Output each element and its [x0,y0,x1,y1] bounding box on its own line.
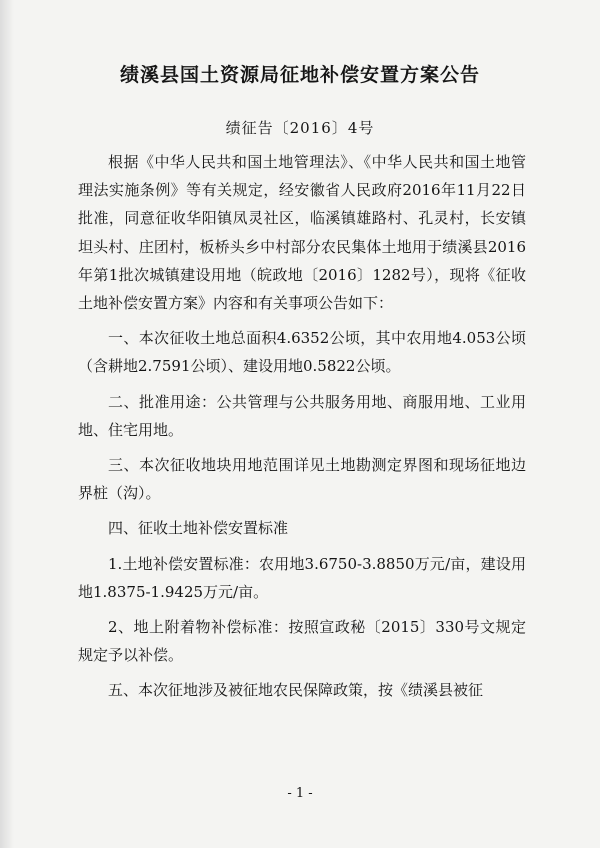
paragraph-attachment-compensation: 2、地上附着物补偿标准：按照宣政秘〔2015〕330号文规定规定予以补偿。 [78,618,526,665]
paragraph-approved-use: 二、批准用途：公共管理与公共服务用地、商服用地、工业用地、住宅用地。 [78,392,526,439]
paragraph-land-compensation: 1.土地补偿安置标准：农用地3.6750-3.8850万元/亩，建设用地1.8375-1.9425万元/亩。 [78,554,526,601]
document-number: 绩征告〔2016〕4号 [225,119,375,137]
paragraph-intro: 根据《中华人民共和国土地管理法》、《中华人民共和国土地管理法实施条例》等有关规定，经安徽省人民政府2016年11月22日批准，同意征收华阳镇凤灵社区，临溪镇雄路村、孔灵村，长安镇坦头村、庄团村，板桥头乡中村部分农民集体土地用于绩溪县2016年第1批次城镇建设用地（皖政地〔2016〕1282号），现将《征收土地补偿安置方案》内容和有关事项公告如下： [78,153,526,313]
document-body [78,148,526,712]
document-title: 绩溪县国土资源局征地补偿安置方案公告 [119,64,480,86]
paragraph-land-area: 一、本次征收土地总面积4.6352公顷，其中农用地4.053公顷（含耕地2.7591公顷）、建设用地0.5822公顷。 [78,329,526,376]
paragraph-land-scope: 三、本次征收地块用地范围详见土地勘测定界图和现场征地边界桩（沟）。 [78,456,526,503]
paragraph-security-policy: 五、本次征地涉及被征地农民保障政策，按《绩溪县被征 [108,681,484,700]
paragraph-compensation-heading: 四、征收土地补偿安置标准 [108,519,289,538]
page-number: - 1 - [287,786,313,801]
